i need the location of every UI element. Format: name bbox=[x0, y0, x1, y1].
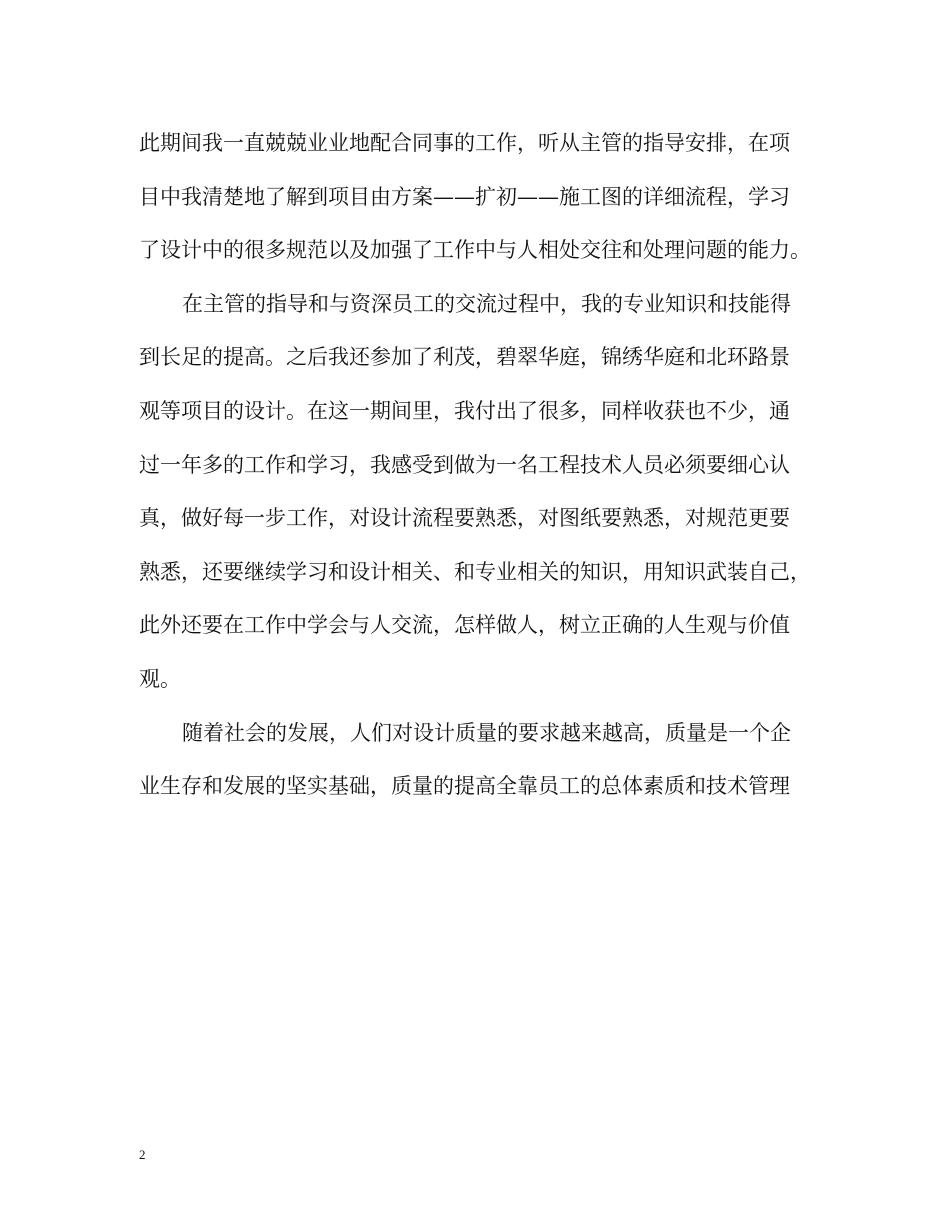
text-line-12: 随着社会的发展，人们对设计质量的要求越来越高，质量是一个企 bbox=[182, 720, 791, 745]
text-line-10: 此外还要在工作中学会与人交流，怎样做人，树立正确的人生观与价值 bbox=[139, 613, 790, 638]
text-line-4: 在主管的指导和与资深员工的交流过程中，我的专业知识和技能得 bbox=[182, 291, 791, 316]
text-line-2: 目中我清楚地了解到项目由方案——扩初——施工图的详细流程，学习 bbox=[139, 184, 790, 209]
text-line-13: 业生存和发展的坚实基础，质量的提高全靠员工的总体素质和技术管理 bbox=[139, 774, 790, 799]
text-line-6: 观等项目的设计。在这一期间里，我付出了很多，同样收获也不少，通 bbox=[139, 398, 790, 423]
text-line-8: 真，做好每一步工作，对设计流程要熟悉，对图纸要熟悉，对规范更要 bbox=[139, 506, 790, 531]
text-line-7: 过一年多的工作和学习，我感受到做为一名工程技术人员必须要细心认 bbox=[139, 452, 790, 477]
text-line-3: 了设计中的很多规范以及加强了工作中与人相处交往和处理问题的能力。 bbox=[139, 238, 811, 263]
text-line-1: 此期间我一直兢兢业业地配合同事的工作，听从主管的指导安排，在项 bbox=[139, 131, 790, 155]
body-text bbox=[139, 123, 819, 820]
text-line-11: 观。 bbox=[139, 666, 181, 691]
page-number: 2 bbox=[139, 1147, 146, 1162]
text-line-5: 到长足的提高。之后我还参加了利茂，碧翠华庭，锦绣华庭和北环路景 bbox=[139, 345, 790, 370]
text-line-9: 熟悉，还要继续学习和设计相关、和专业相关的知识，用知识武装自己， bbox=[139, 559, 811, 584]
